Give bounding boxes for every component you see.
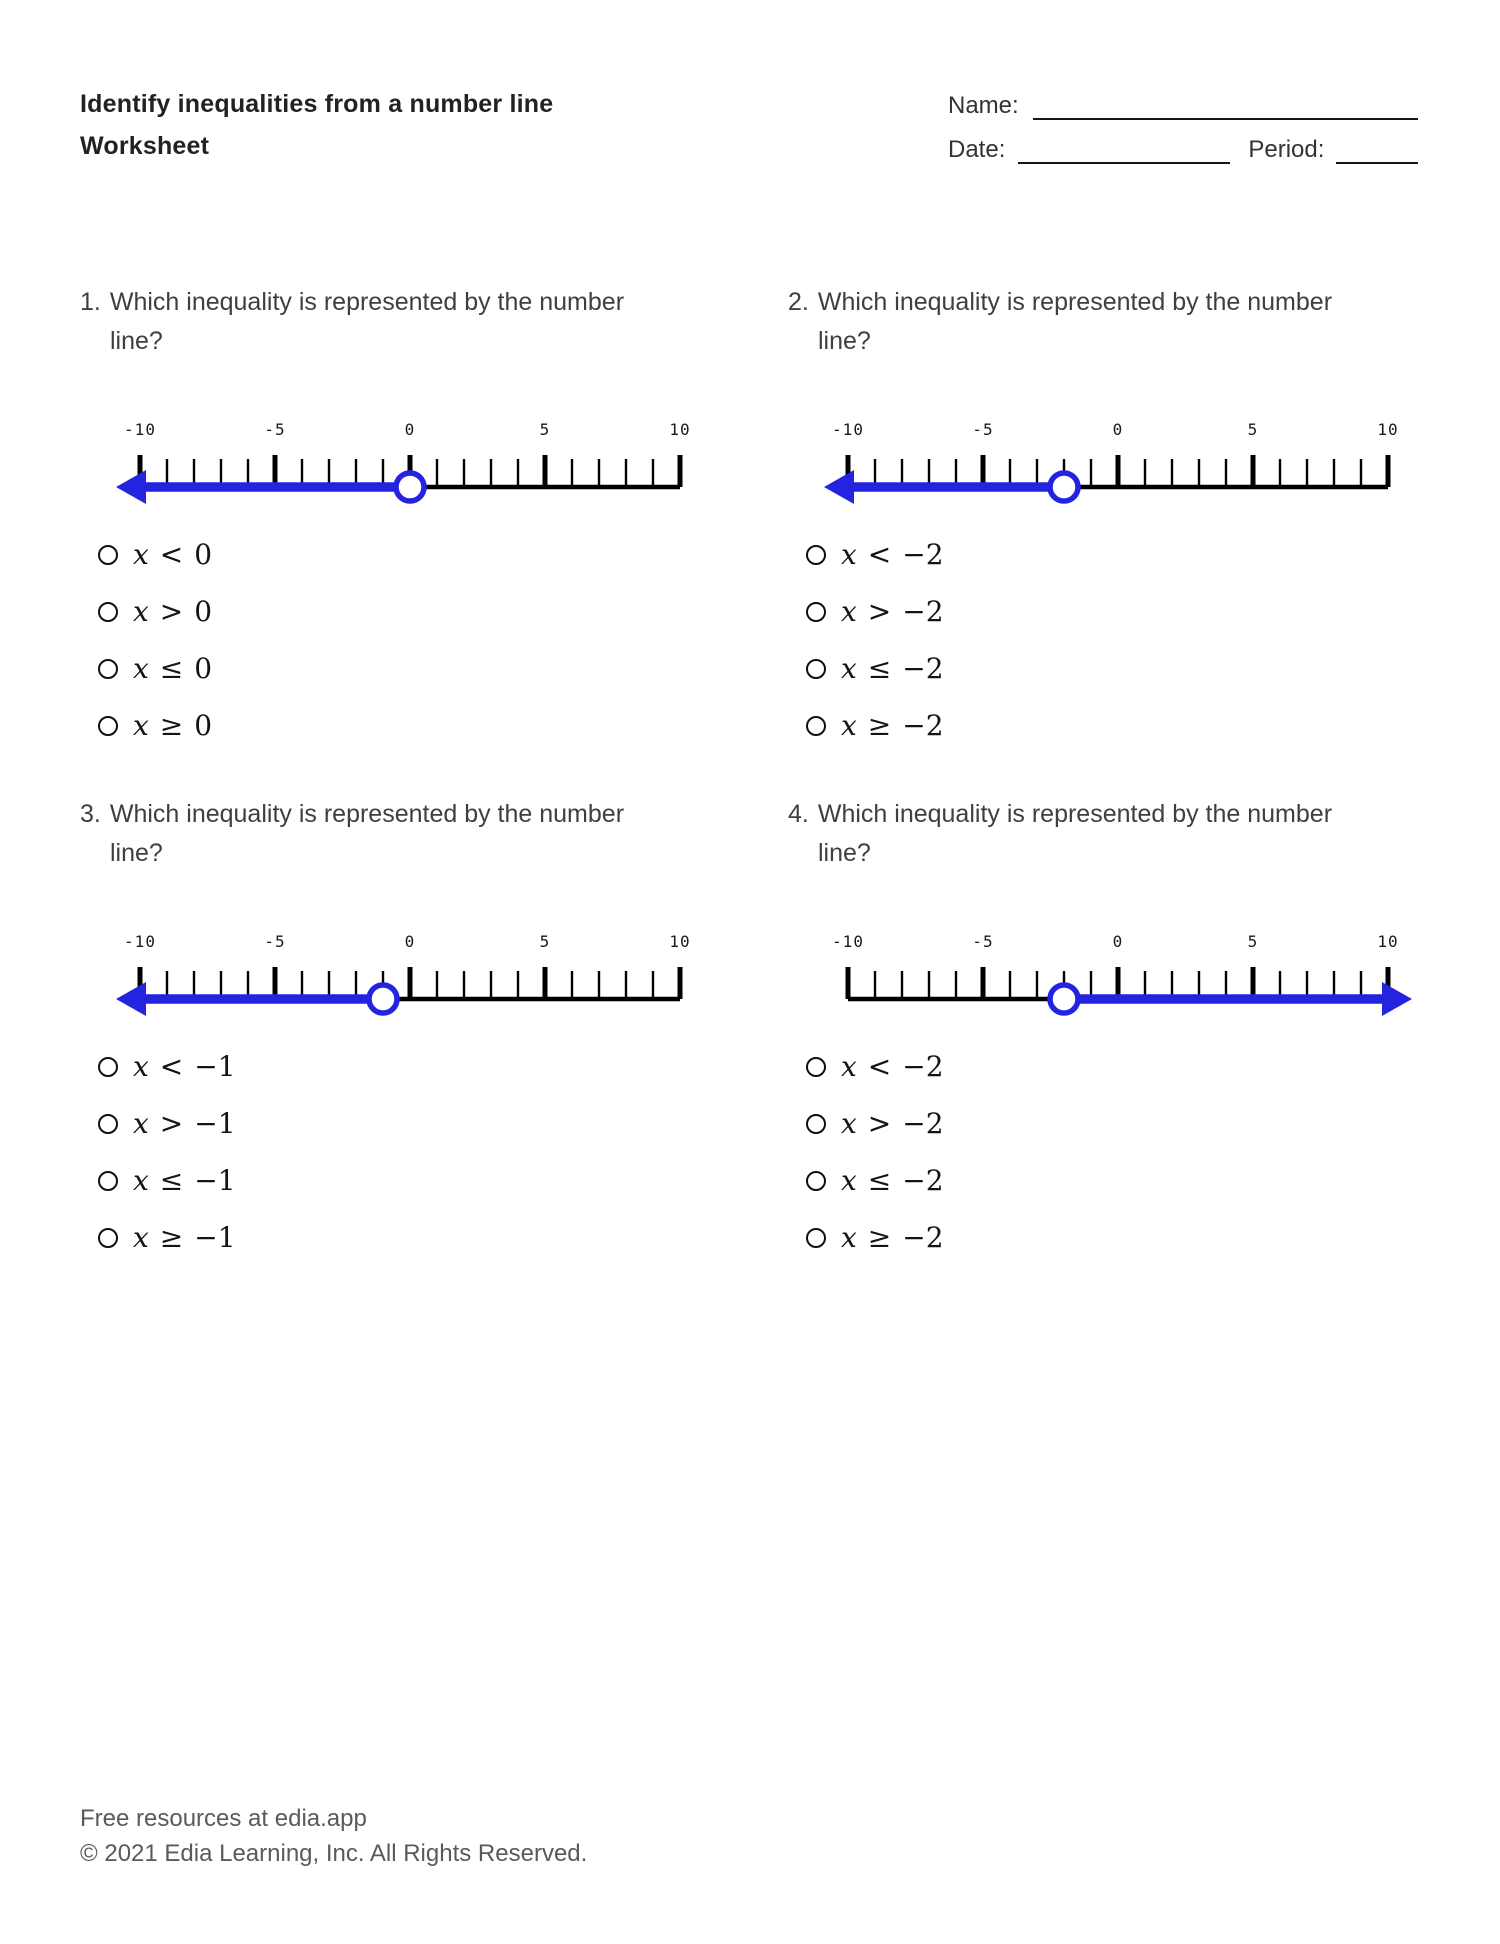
option-expression xyxy=(841,1221,944,1254)
option-expression xyxy=(133,1164,236,1197)
option-operator: ≥ xyxy=(867,709,892,742)
axis-label: -5 xyxy=(972,420,994,439)
answer-option[interactable] xyxy=(98,583,720,640)
question-prompt xyxy=(80,283,700,361)
axis-label: -10 xyxy=(124,420,156,439)
axis-label: 10 xyxy=(1377,420,1399,439)
prompt-line-1: Which inequality is represented by the number xyxy=(817,288,1333,316)
answer-option[interactable] xyxy=(806,640,1428,697)
option-variable: x xyxy=(841,1107,857,1140)
answer-option[interactable] xyxy=(806,1152,1428,1209)
footer-resources-text: Free resources at edia.app xyxy=(80,1805,367,1832)
question-number: 4. xyxy=(788,800,809,828)
options-list xyxy=(806,526,1428,754)
question-number: 1. xyxy=(80,288,101,316)
option-expression xyxy=(133,595,212,628)
option-expression xyxy=(133,538,212,571)
option-value: −2 xyxy=(902,709,944,742)
option-expression xyxy=(133,652,212,685)
number-line xyxy=(818,413,1418,509)
number-line xyxy=(818,925,1418,1021)
axis-label: 10 xyxy=(669,420,691,439)
answer-option[interactable] xyxy=(98,1152,720,1209)
question-3 xyxy=(80,782,720,1266)
option-operator: < xyxy=(867,538,892,571)
name-field-row xyxy=(948,92,1418,120)
option-expression xyxy=(841,595,944,628)
answer-option[interactable] xyxy=(98,697,720,754)
option-variable: x xyxy=(133,538,149,571)
option-value: −2 xyxy=(902,1164,944,1197)
question-prompt xyxy=(788,283,1408,361)
option-operator: > xyxy=(867,1107,892,1140)
answer-option[interactable] xyxy=(98,1209,720,1266)
option-value: −2 xyxy=(902,538,944,571)
option-value: −2 xyxy=(902,1107,944,1140)
prompt-line-2: line? xyxy=(110,839,163,867)
radio-button[interactable] xyxy=(98,716,118,736)
option-value: −2 xyxy=(902,595,944,628)
question-2 xyxy=(788,270,1428,754)
option-operator: > xyxy=(159,1107,184,1140)
radio-button[interactable] xyxy=(806,1057,826,1077)
worksheet-title xyxy=(80,83,553,167)
prompt-line-1: Which inequality is represented by the number xyxy=(109,800,625,828)
axis-label: -10 xyxy=(832,932,864,951)
prompt-line-1: Which inequality is represented by the number xyxy=(817,800,1333,828)
option-variable: x xyxy=(133,1164,149,1197)
option-expression xyxy=(841,1164,944,1197)
prompt-line-2: line? xyxy=(110,327,163,355)
title-line-2: Worksheet xyxy=(80,132,210,160)
axis-label: 0 xyxy=(1112,420,1124,439)
radio-button[interactable] xyxy=(806,1228,826,1248)
date-input-line[interactable] xyxy=(1018,138,1230,164)
answer-option[interactable] xyxy=(806,583,1428,640)
option-expression xyxy=(133,1050,236,1083)
radio-button[interactable] xyxy=(98,602,118,622)
option-expression xyxy=(841,1050,944,1083)
name-input-line[interactable] xyxy=(1033,94,1418,120)
option-value: −2 xyxy=(902,1221,944,1254)
option-value: 0 xyxy=(194,595,213,628)
date-period-field-row xyxy=(948,136,1418,164)
question-number: 3. xyxy=(80,800,101,828)
answer-option[interactable] xyxy=(806,526,1428,583)
option-variable: x xyxy=(841,1221,857,1254)
ray-arrowhead-right xyxy=(1382,982,1412,1016)
option-value: −1 xyxy=(194,1107,236,1140)
prompt-line-1: Which inequality is represented by the number xyxy=(109,288,625,316)
axis-label: -5 xyxy=(972,932,994,951)
open-circle xyxy=(1050,985,1078,1013)
option-operator: < xyxy=(159,1050,184,1083)
option-operator: ≤ xyxy=(159,652,184,685)
axis-label: -10 xyxy=(832,420,864,439)
axis-label: 5 xyxy=(1247,420,1259,439)
option-expression xyxy=(841,652,944,685)
answer-option[interactable] xyxy=(806,1209,1428,1266)
option-variable: x xyxy=(133,1107,149,1140)
options-list xyxy=(98,526,720,754)
radio-button[interactable] xyxy=(98,545,118,565)
option-variable: x xyxy=(133,652,149,685)
option-operator: < xyxy=(159,538,184,571)
answer-option[interactable] xyxy=(98,526,720,583)
option-operator: > xyxy=(159,595,184,628)
question-4 xyxy=(788,782,1428,1266)
answer-option[interactable] xyxy=(806,697,1428,754)
option-operator: > xyxy=(867,595,892,628)
option-variable: x xyxy=(133,595,149,628)
option-expression xyxy=(841,709,944,742)
prompt-line-2: line? xyxy=(818,327,871,355)
question-prompt xyxy=(80,795,700,873)
option-operator: ≥ xyxy=(159,709,184,742)
option-expression xyxy=(133,1107,236,1140)
ray-arrowhead-left xyxy=(116,982,146,1016)
option-expression xyxy=(133,709,212,742)
option-variable: x xyxy=(133,709,149,742)
radio-button[interactable] xyxy=(98,1114,118,1134)
option-value: 0 xyxy=(194,538,213,571)
number-line xyxy=(110,413,710,509)
axis-label: 0 xyxy=(404,932,416,951)
option-variable: x xyxy=(841,1050,857,1083)
radio-button[interactable] xyxy=(98,659,118,679)
option-expression xyxy=(841,538,944,571)
option-variable: x xyxy=(133,1221,149,1254)
ray-arrowhead-left xyxy=(824,470,854,504)
question-number: 2. xyxy=(788,288,809,316)
axis-label: 0 xyxy=(404,420,416,439)
radio-button[interactable] xyxy=(806,659,826,679)
option-value: −1 xyxy=(194,1221,236,1254)
options-list xyxy=(98,1038,720,1266)
title-line-1: Identify inequalities from a number line xyxy=(80,90,554,118)
radio-button[interactable] xyxy=(98,1228,118,1248)
ray-arrowhead-left xyxy=(116,470,146,504)
option-value: −1 xyxy=(194,1050,236,1083)
student-fields xyxy=(948,92,1418,164)
option-operator: ≤ xyxy=(867,652,892,685)
answer-option[interactable] xyxy=(806,1038,1428,1095)
answer-option[interactable] xyxy=(98,640,720,697)
option-expression xyxy=(841,1107,944,1140)
axis-label: 5 xyxy=(539,420,551,439)
axis-label: 10 xyxy=(1377,932,1399,951)
question-prompt xyxy=(788,795,1408,873)
radio-button[interactable] xyxy=(806,545,826,565)
date-label: Date: xyxy=(948,136,1006,163)
axis-label: -5 xyxy=(264,420,286,439)
answer-option[interactable] xyxy=(806,1095,1428,1152)
radio-button[interactable] xyxy=(806,1171,826,1191)
option-value: 0 xyxy=(194,652,213,685)
axis-label: 10 xyxy=(669,932,691,951)
answer-option[interactable] xyxy=(98,1095,720,1152)
option-operator: ≤ xyxy=(867,1164,892,1197)
option-expression xyxy=(133,1221,236,1254)
prompt-line-2: line? xyxy=(818,839,871,867)
option-operator: < xyxy=(867,1050,892,1083)
radio-button[interactable] xyxy=(98,1057,118,1077)
option-variable: x xyxy=(841,1164,857,1197)
options-list xyxy=(806,1038,1428,1266)
name-label: Name: xyxy=(948,92,1019,119)
open-circle xyxy=(369,985,397,1013)
option-variable: x xyxy=(841,709,857,742)
period-input-line[interactable] xyxy=(1336,138,1418,164)
footer-copyright-text: © 2021 Edia Learning, Inc. All Rights Reserved. xyxy=(80,1840,588,1867)
axis-label: 0 xyxy=(1112,932,1124,951)
option-variable: x xyxy=(133,1050,149,1083)
option-variable: x xyxy=(841,538,857,571)
option-operator: ≥ xyxy=(159,1221,184,1254)
option-value: −2 xyxy=(902,1050,944,1083)
option-operator: ≥ xyxy=(867,1221,892,1254)
option-variable: x xyxy=(841,595,857,628)
axis-label: 5 xyxy=(1247,932,1259,951)
radio-button[interactable] xyxy=(806,602,826,622)
axis-label: -10 xyxy=(124,932,156,951)
question-1 xyxy=(80,270,720,754)
axis-label: 5 xyxy=(539,932,551,951)
option-value: −2 xyxy=(902,652,944,685)
number-line xyxy=(110,925,710,1021)
answer-option[interactable] xyxy=(98,1038,720,1095)
page-footer xyxy=(80,1801,587,1871)
option-operator: ≤ xyxy=(159,1164,184,1197)
period-label: Period: xyxy=(1248,136,1325,163)
option-variable: x xyxy=(841,652,857,685)
open-circle xyxy=(396,473,424,501)
option-value: 0 xyxy=(194,709,213,742)
radio-button[interactable] xyxy=(98,1171,118,1191)
radio-button[interactable] xyxy=(806,716,826,736)
radio-button[interactable] xyxy=(806,1114,826,1134)
open-circle xyxy=(1050,473,1078,501)
option-value: −1 xyxy=(194,1164,236,1197)
axis-label: -5 xyxy=(264,932,286,951)
